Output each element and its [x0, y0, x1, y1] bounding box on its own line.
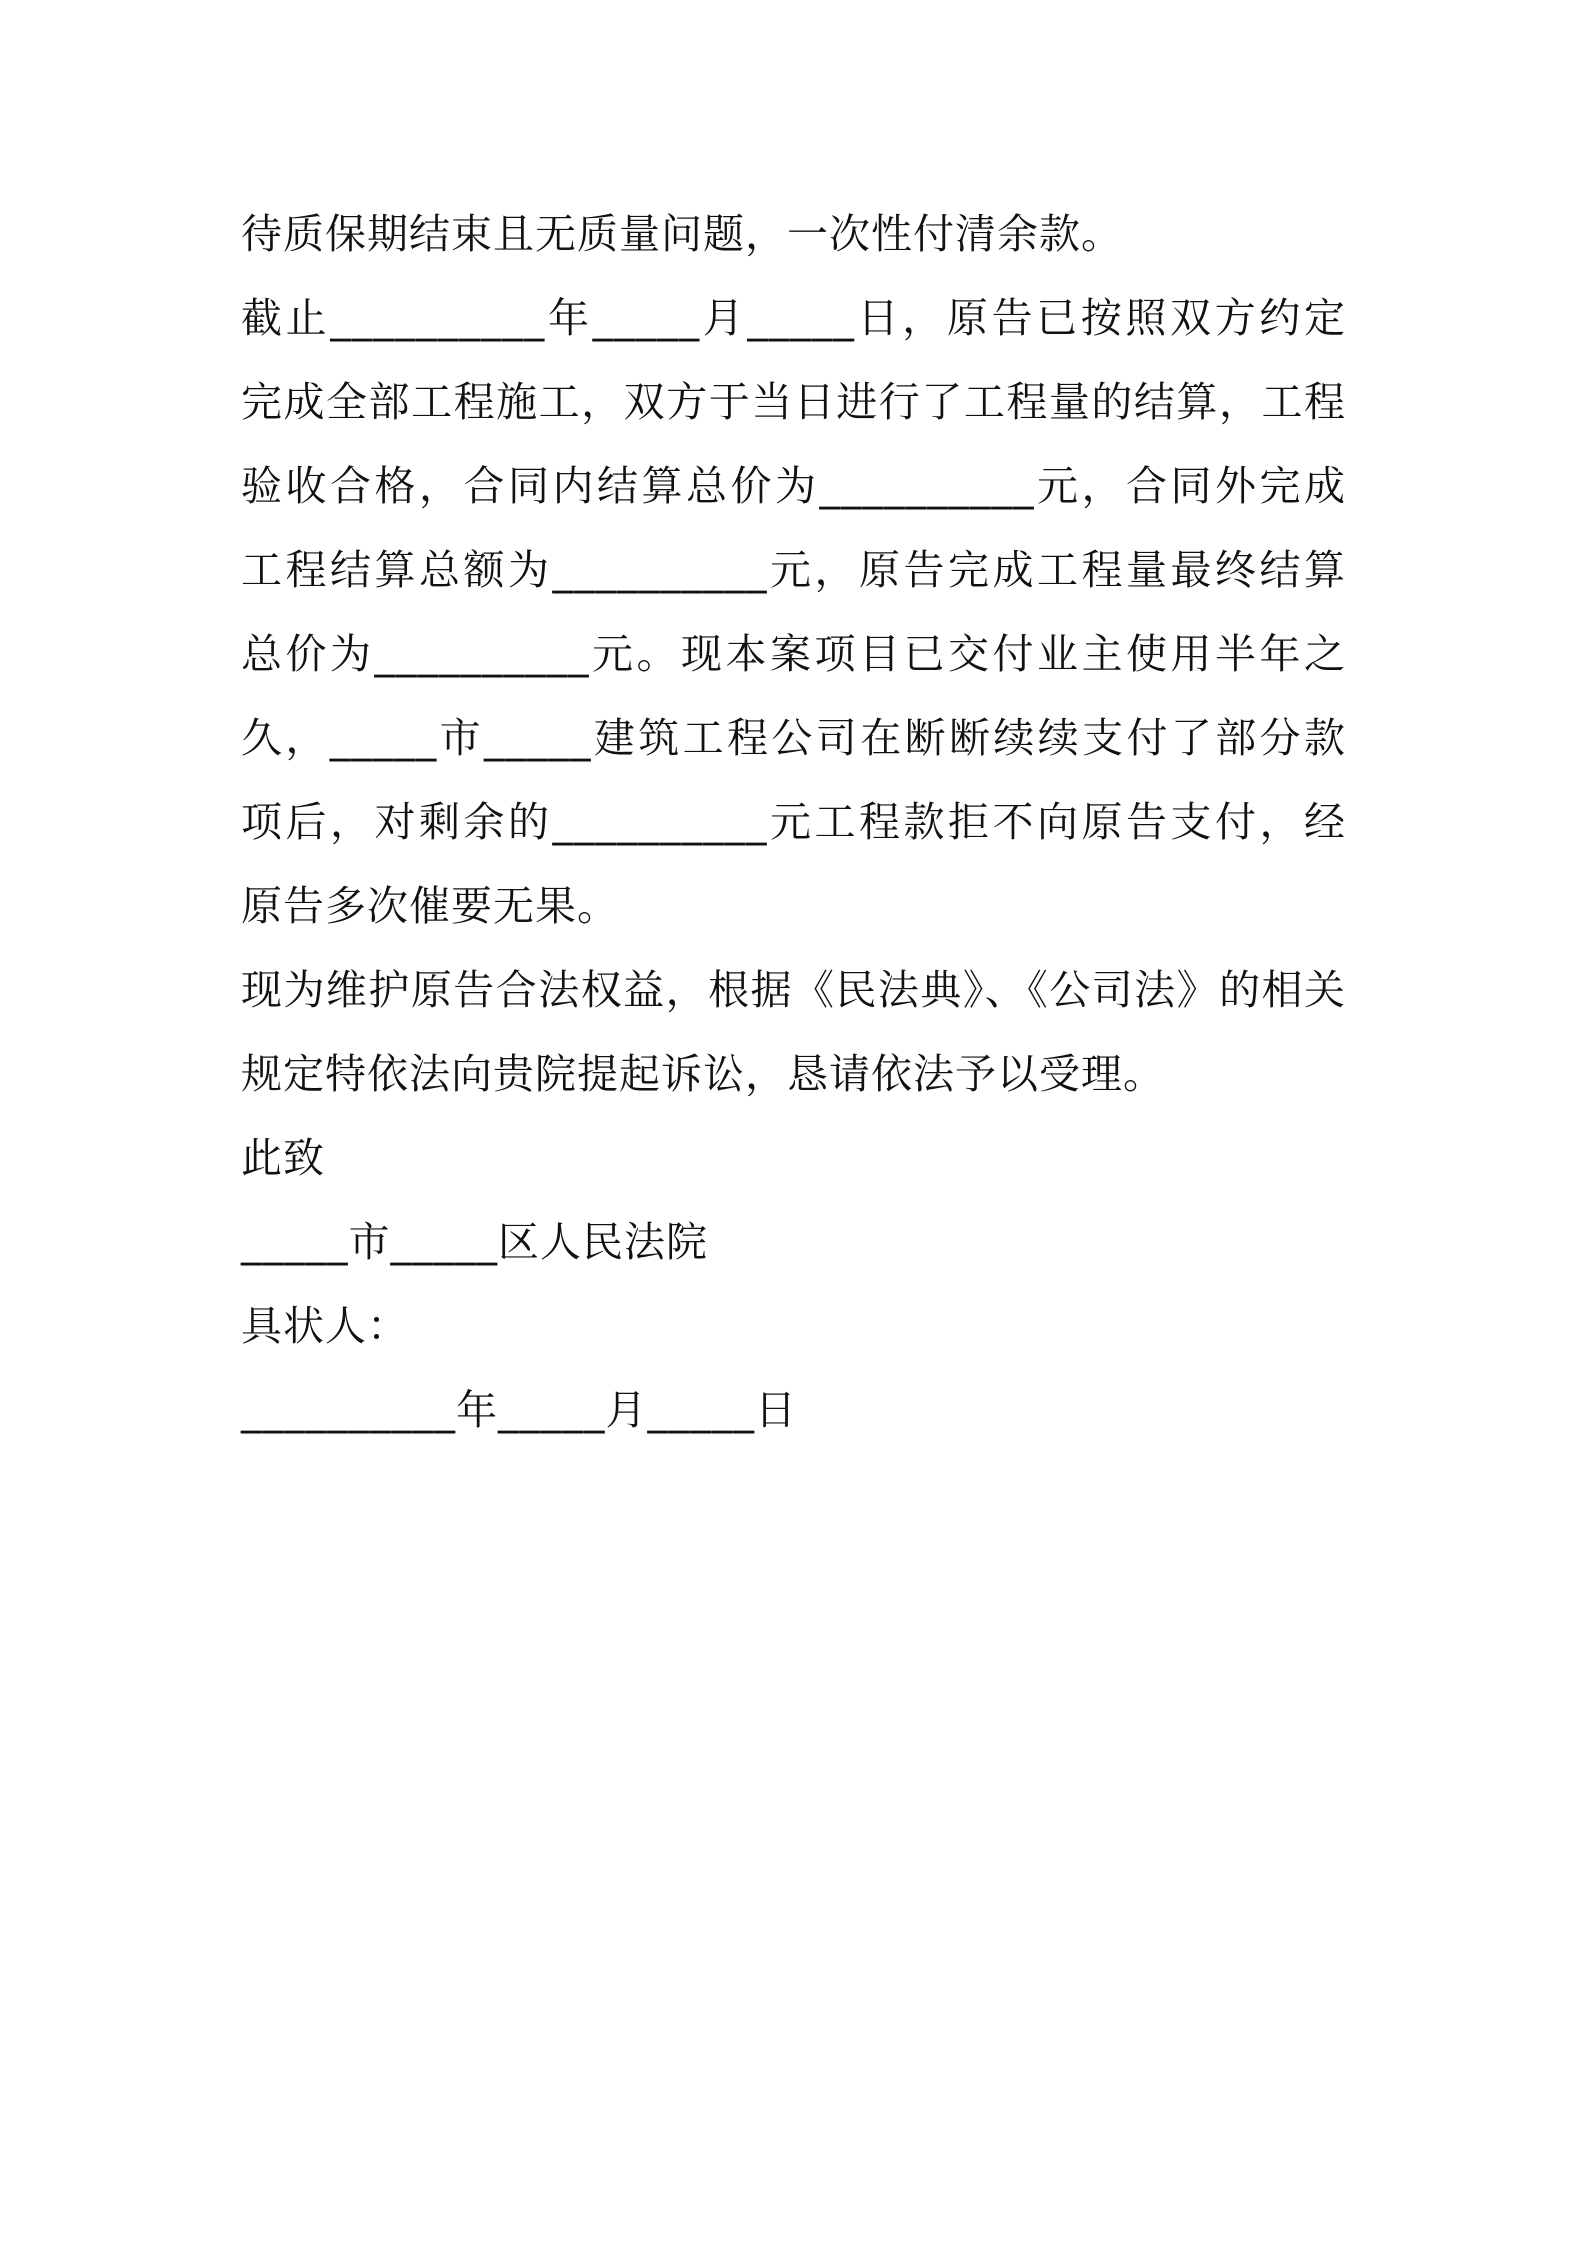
paragraph-line: 原告多次催要无果。: [241, 882, 619, 930]
salutation: 此致: [241, 1134, 325, 1182]
paragraph-line: 待质保期结束且无质量问题，一次性付清余款。: [241, 210, 1123, 258]
paragraph-line: 截止__________年_____月_____日，原告已按照双方约定: [241, 294, 1346, 342]
paragraph-line: 验收合格，合同内结算总价为__________元，合同外完成: [241, 462, 1346, 510]
signatory-label: 具状人：: [241, 1302, 409, 1350]
paragraph-line: 久，_____市_____建筑工程公司在断断续续支付了部分款: [241, 714, 1346, 762]
paragraph-line: 完成全部工程施工，双方于当日进行了工程量的结算，工程: [241, 378, 1346, 426]
paragraph-line: 工程结算总额为__________元，原告完成工程量最终结算: [241, 546, 1346, 594]
court-addressee: _____市_____区人民法院: [241, 1218, 708, 1266]
paragraph-line: 总价为__________元。现本案项目已交付业主使用半年之: [241, 630, 1346, 678]
document-body: [241, 192, 1346, 1452]
paragraph-line: 项后，对剩余的__________元工程款拒不向原告支付，经: [241, 798, 1346, 846]
paragraph-line: 现为维护原告合法权益，根据《民法典》、《公司法》的相关: [241, 966, 1346, 1014]
paragraph-line: 规定特依法向贵院提起诉讼，恳请依法予以受理。: [241, 1050, 1165, 1098]
date-line: __________年_____月_____日: [241, 1386, 797, 1434]
